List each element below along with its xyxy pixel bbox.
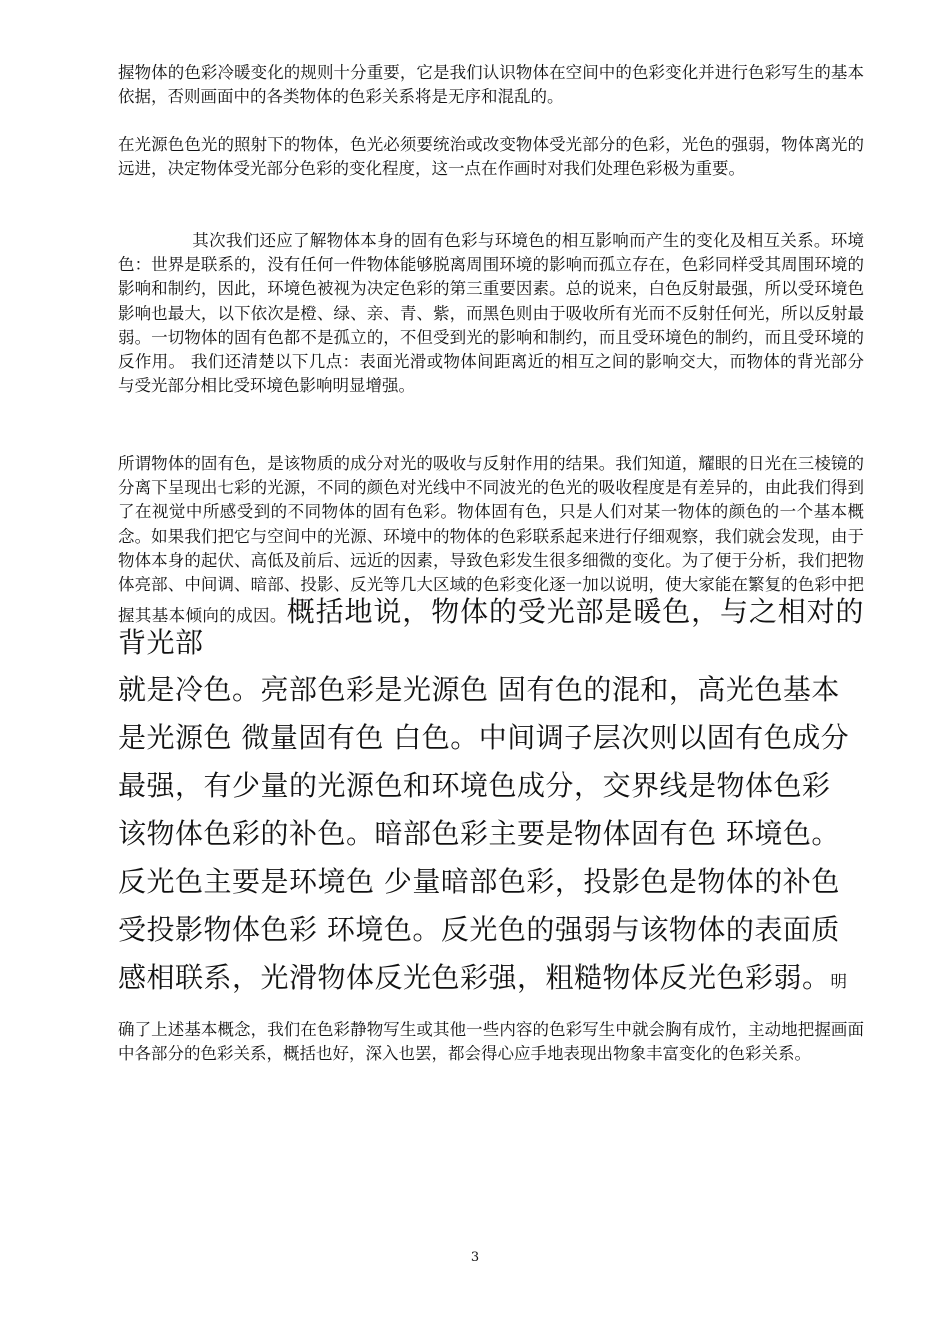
paragraph-4-large-line-1: 概括地说，物体的受光部是暖色，与之相对的背光部 bbox=[118, 595, 864, 660]
large-text-line: 该物体色彩的补色。暗部色彩主要是物体固有色 环境色。 bbox=[118, 817, 840, 850]
large-text-line: 是光源色 微量固有色 白色。中间调子层次则以固有色成分 bbox=[118, 721, 850, 754]
paragraph-3 bbox=[118, 229, 864, 398]
paragraph-3-text: 其次我们还应了解物体本身的固有色彩与环境色的相互影响而产生的变化及相互关系。环境色：世界是联系的，没有任何一件物体能够脱离周围环境的影响而孤立存在，色彩同样受其周围环境的影响和制约，因此，环境色被视为决定色彩的第三重要因素。总的说来，白色反射最强，所以受环境色影响也最大，以下依次是橙、绿、亲、青、紫，而黑色则由于吸收所有光而不反射任何光，所以反射最弱。一切物体的固有色都不是孤立的，不但受到光的影响和制约，而且受环境色的制约，而且受环境的反作用。 我们还清楚以下几点：表面光滑或物体间距离近的相互之间的影响交大，而物体的背光部分与受光部分相比受环境色影响明显增强。 bbox=[118, 231, 864, 396]
page-number: 3 bbox=[470, 1250, 480, 1265]
paragraph-2: 在光源色色光的照射下的物体，色光必须要统治或改变物体受光部分的色彩，光色的强弱，物体离光的远进，决定物体受光部分色彩的变化程度，这一点在作画时对我们处理色彩极为重要。 bbox=[118, 135, 864, 179]
large-text-line: 最强，有少量的光源色和环境色成分，交界线是物体色彩 bbox=[118, 769, 831, 802]
paragraph-4-small-text: 所谓物体的固有色，是该物质的成分对光的吸收与反射作用的结果。我们知道，耀眼的日光在三棱镜的分离下呈现出七彩的光源，不同的颜色对光线中不同波光的色光的吸收程度是有差异的，由此我们得到了在视觉中所感受到的不同物体的固有色彩。物体固有色，只是人们对某一物体的颜色的一个基本概念。如果我们把它与空间中的光源、环境中的物体的色彩联系起来进行仔细观察，我们就会发现，由于物体本身的起伏、高低及前后、远近的因素，导致色彩发生很多细微的变化。为了便于分析，我们把物体亮部、中间调、暗部、投影、反光等几大区域的色彩变化逐一加以说明，使大家能在繁复的色彩中把握其基本倾向的成因。 bbox=[118, 454, 864, 626]
large-text-line: 受投影物体色彩 环境色。反光色的强弱与该物体的表面质 bbox=[118, 913, 840, 946]
paragraph-4 bbox=[118, 452, 864, 660]
large-text-line: 就是冷色。亮部色彩是光源色 固有色的混和，高光色基本 bbox=[118, 673, 840, 706]
paragraph-4-tail: 明 bbox=[830, 972, 848, 991]
large-text-line: 反光色主要是环境色 少量暗部色彩，投影色是物体的补色 bbox=[118, 865, 840, 898]
paragraph-5: 确了上述基本概念，我们在色彩静物写生或其他一些内容的色彩写生中就会胸有成竹，主动地把握画面中各部分的色彩关系，概括也好，深入也罢，都会得心应手地表现出物象丰富变化的色彩关系。 bbox=[118, 1020, 864, 1064]
large-text-line-8: 感相联系，光滑物体反光色彩强，粗糙物体反光色彩弱。 bbox=[118, 961, 831, 994]
large-text-line-last bbox=[118, 954, 878, 1006]
paragraph-1: 握物体的色彩冷暖变化的规则十分重要，它是我们认识物体在空间中的色彩变化并进行色彩写生的基本依据，否则画面中的各类物体的色彩关系将是无序和混乱的。 bbox=[118, 63, 864, 107]
large-text-block bbox=[118, 666, 878, 1006]
